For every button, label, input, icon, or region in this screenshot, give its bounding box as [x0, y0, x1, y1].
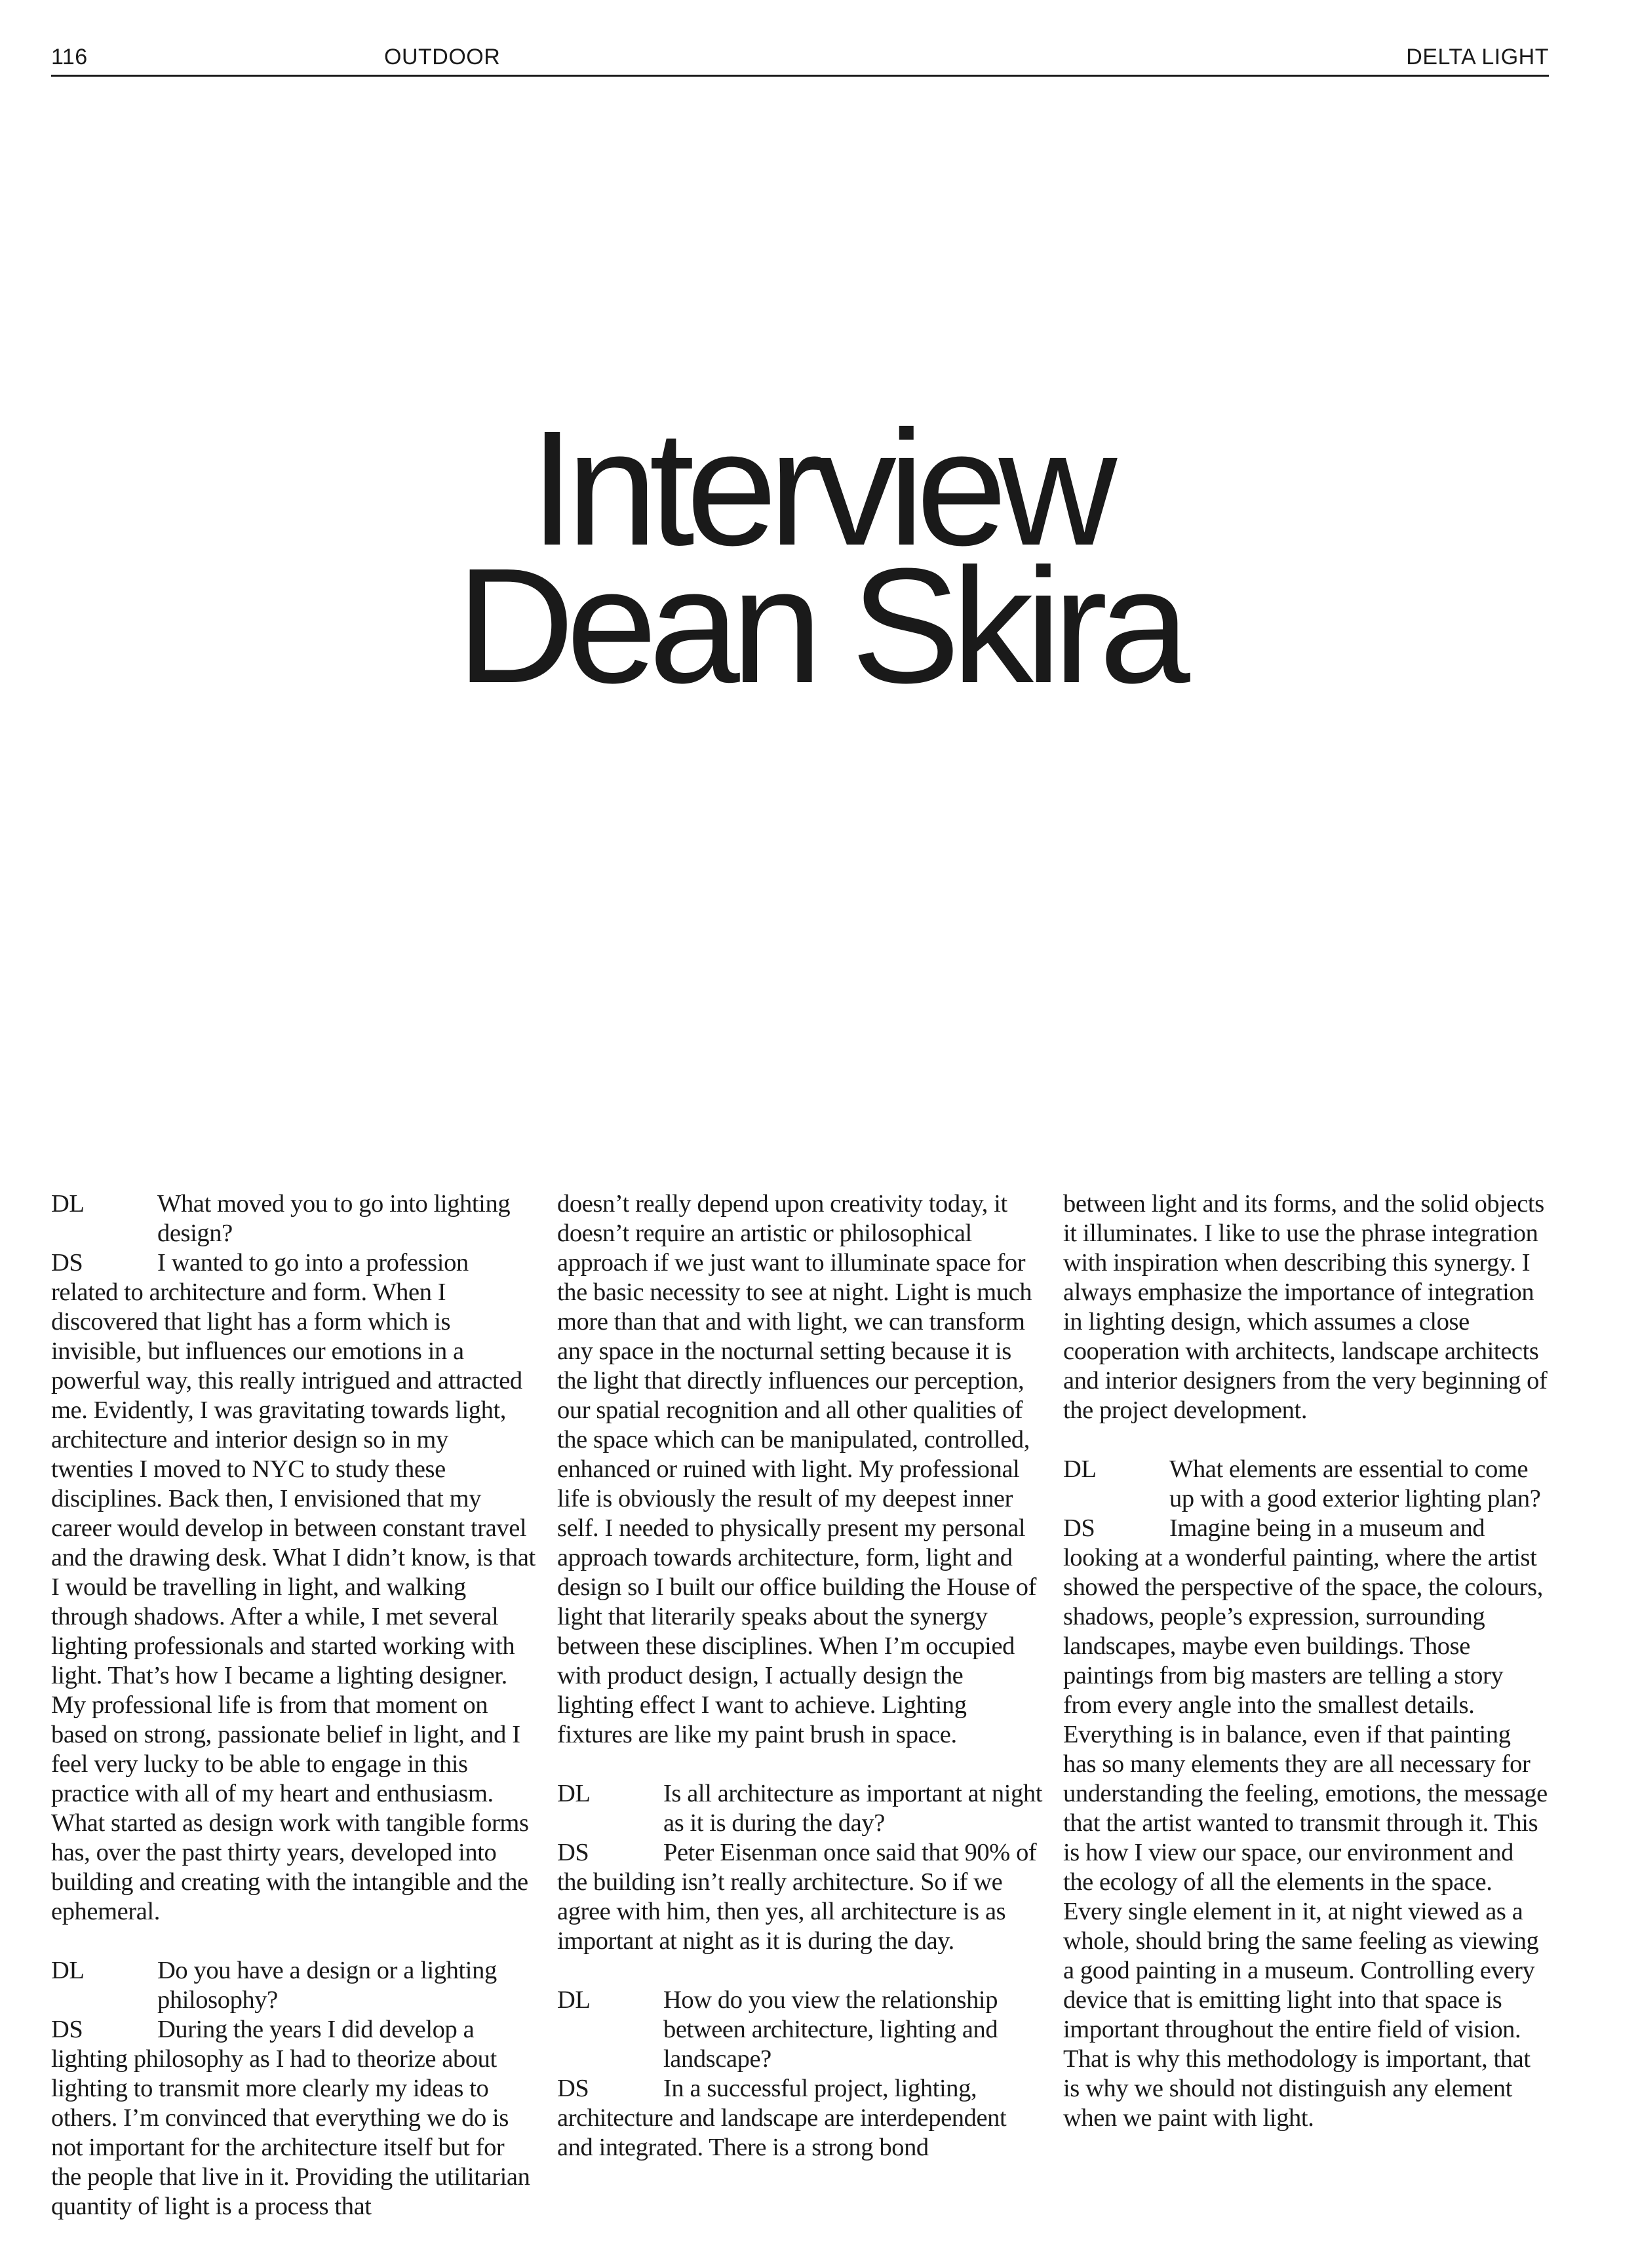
answer-text: During the years I did develop a lighting philosophy as I had to theorize about lighting to transmit more clearly my ideas to others. I’m convinced that everything we do is not important for the architecture itself but for the people that live in it. Providing the utilitarian quantity of light is a process that	[51, 2016, 530, 2220]
question-5	[1063, 1455, 1548, 1514]
question-3	[557, 1779, 1042, 1838]
question-text: Do you have a design or a lighting philosophy?	[157, 1957, 497, 2014]
question-text: What moved you to go into lighting design?	[157, 1190, 511, 1247]
section-label: OUTDOOR	[384, 45, 501, 69]
page-header	[51, 42, 1549, 77]
question-speaker: DL	[557, 1986, 591, 2014]
question-1	[51, 1189, 536, 1248]
brand-label: DELTA LIGHT	[1406, 45, 1549, 69]
question-text: How do you view the relationship between architecture, lighting and landscape?	[663, 1986, 998, 2073]
answer-speaker: DS	[51, 1249, 83, 1277]
answer-2-continued: doesn’t really depend upon creativity today, it doesn’t require an artistic or philosophical approach if we just want to illuminate space for the basic necessity to see at night. Light is much more than that and with light, we can transform any space in the nocturnal setting because it is the light that directly influences our perception, our spatial recognition and all other qualities of the space which can be manipulated, controlled, enhanced or ruined with light. My professional life is obviously the result of my deepest inner self. I needed to physically present my personal approach towards architecture, form, light and design so I built our office building the House of light that literarily speaks about the synergy between these disciplines. When I’m occupied with product design, I actually design the lighting effect I want to achieve. Lighting fixtures are like my paint brush in space.	[557, 1190, 1036, 1748]
title-line-1: Interview	[529, 396, 1109, 579]
answer-3	[557, 1838, 1042, 1956]
question-2	[51, 1956, 536, 2015]
answer-text: I wanted to go into a profession related to architecture and form. When I discovered that light has a form which is invisible, but influences our emotions in a powerful way, this really intrigued and attracted me. Evidently, I was gravitating towards light, architecture and interior design so in my twenties I moved to NYC to study these disciplines. Back then, I envisioned that my career would develop in between constant travel and the drawing desk. What I didn’t know, is that I would be travelling in light, and walking through shadows. After a while, I met several lighting professionals and started working with light. That’s how I became a lighting designer. My professional life is from that moment on based on strong, passionate belief in light, and I feel very lucky to be able to engage in this practice with all of my heart and enthusiasm. What started as design work with tangible forms has, over the past thirty years, developed into building and creating with the intangible and the ephemeral.	[51, 1249, 536, 1925]
answer-4-continued: between light and its forms, and the solid objects it illuminates. I like to use the phrase integration with inspiration when describing this synergy. I always emphasize the importance of integration in lighting design, which assumes a close cooperation with architects, landscape architects and interior designers from the very beginning of the project development.	[1063, 1190, 1548, 1424]
answer-text: In a successful project, lighting, architecture and landscape are interdependent and integrated. There is a strong bond	[557, 2075, 1007, 2161]
answer-4	[557, 2074, 1042, 2162]
answer-text: Peter Eisenman once said that 90% of the building isn’t really architecture. So if we agree with him, then yes, all architecture is as important at night as it is during the day.	[557, 1839, 1037, 1955]
text-column-2	[557, 1189, 1042, 2162]
answer-2	[51, 2015, 536, 2221]
page-title	[0, 396, 1638, 717]
question-speaker: DL	[51, 1957, 85, 1984]
text-column-3	[1063, 1189, 1548, 2133]
answer-1	[51, 1248, 536, 1927]
question-text: What elements are essential to come up with a good exterior lighting plan?	[1169, 1455, 1541, 1512]
answer-5	[1063, 1514, 1548, 2133]
question-4	[557, 1986, 1042, 2074]
question-speaker: DL	[1063, 1455, 1097, 1483]
page-number: 116	[51, 45, 88, 69]
answer-speaker: DS	[557, 2075, 589, 2102]
question-speaker: DL	[51, 1190, 85, 1218]
text-column-1	[51, 1189, 536, 2221]
title-line-2: Dean Skira	[456, 534, 1182, 717]
question-text: Is all architecture as important at night as it is during the day?	[663, 1780, 1043, 1837]
answer-speaker: DS	[51, 2016, 83, 2043]
answer-text: Imagine being in a museum and looking at a wonderful painting, where the artist showed the perspective of the space, the colours, shadows, people’s expression, surrounding landscapes, maybe even buildings. Those paintings from big masters are telling a story from every angle into the smallest details. Everything is in balance, even if that painting has so many elements they are all necessary for understanding the feeling, emotions, the message that the artist wanted to transmit through it. This is how I view our space, our environment and the ecology of all the elements in the space. Every single element in it, at night viewed as a whole, should bring the same feeling as viewing a good painting in a museum. Controlling every device that is emitting light into that space is important throughout the entire field of vision. That is why this methodology is important, that is why we should not distinguish any element when we paint with light.	[1063, 1514, 1548, 2132]
question-speaker: DL	[557, 1780, 591, 1807]
answer-speaker: DS	[1063, 1514, 1095, 1542]
answer-speaker: DS	[557, 1839, 589, 1866]
